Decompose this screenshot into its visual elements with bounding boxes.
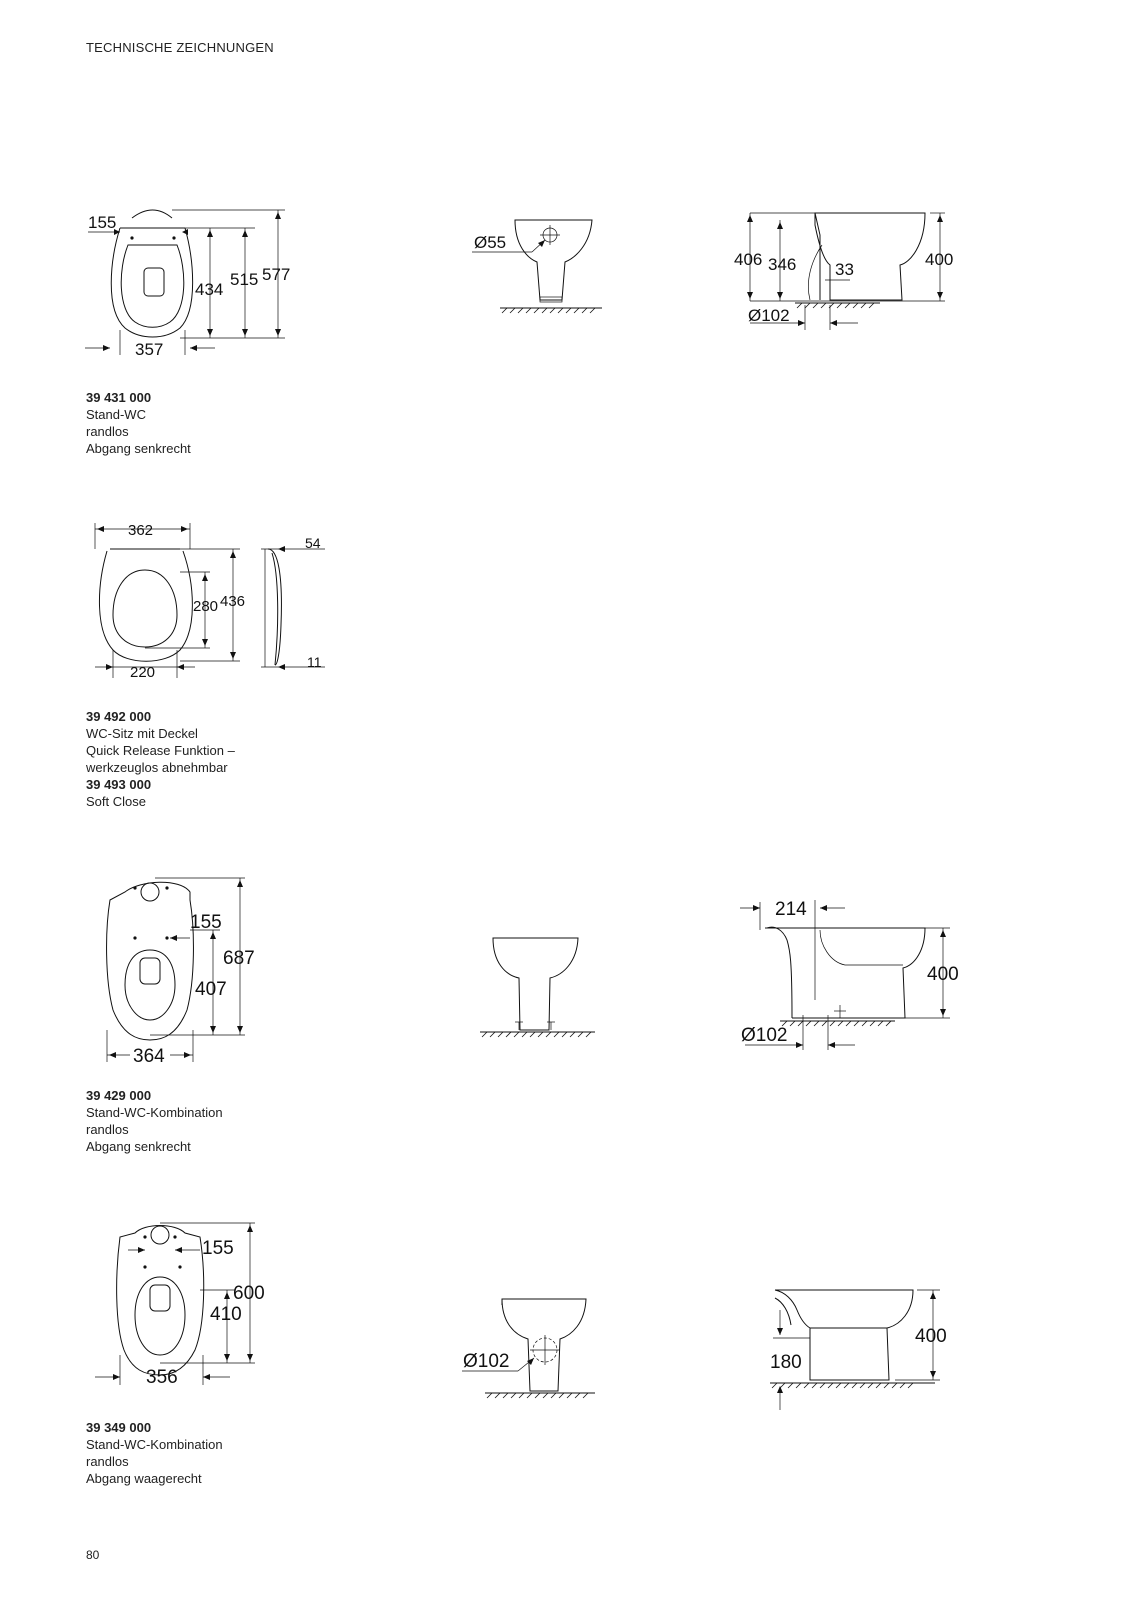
product-desc-2: randlos	[86, 1454, 129, 1469]
dim-d102: Ø102	[741, 1025, 788, 1046]
caption-product-2	[86, 708, 235, 810]
dim-180: 180	[770, 1352, 802, 1373]
drawing-top-view-wc-1	[80, 200, 310, 370]
drawing-side-view-wc-4	[735, 1280, 965, 1420]
product-desc-2: randlos	[86, 1122, 129, 1137]
drawing-top-view-seat	[85, 515, 335, 685]
dim-400: 400	[927, 964, 959, 985]
dim-d102: Ø102	[748, 306, 790, 325]
product-desc-3: Abgang waagerecht	[86, 1471, 202, 1486]
dim-280: 280	[193, 598, 219, 615]
drawing-side-view-wc-1	[730, 205, 970, 335]
product-desc-3: werkzeuglos abnehmbar	[86, 760, 228, 775]
product-desc-2: randlos	[86, 424, 129, 439]
dim-436: 436	[220, 593, 246, 610]
dim-406: 406	[734, 250, 763, 269]
product-desc-1: Stand-WC	[86, 407, 146, 422]
dim-155: 155	[190, 912, 222, 933]
page-header: TECHNISCHE ZEICHNUNGEN	[86, 40, 274, 55]
dim-33: 33	[835, 260, 854, 279]
product-desc-4: Soft Close	[86, 794, 146, 809]
dim-364: 364	[133, 1046, 165, 1067]
dim-54: 54	[305, 535, 321, 551]
product-code-2: 39 493 000	[86, 777, 152, 792]
product-desc-3: Abgang senkrecht	[86, 1139, 191, 1154]
drawing-front-view-wc-1	[470, 210, 610, 320]
product-code: 39 429 000	[86, 1088, 152, 1103]
drawing-top-view-wc-3	[95, 870, 285, 1070]
dim-434: 434	[195, 280, 224, 299]
drawing-top-view-wc-4	[90, 1215, 280, 1400]
dim-346: 346	[768, 255, 797, 274]
product-code: 39 349 000	[86, 1420, 152, 1435]
caption-product-1	[86, 389, 191, 457]
dim-155: 155	[88, 213, 117, 232]
dim-214: 214	[775, 899, 807, 920]
dim-400: 400	[915, 1326, 947, 1347]
dim-687: 687	[223, 948, 255, 969]
drawing-front-view-wc-3	[475, 930, 605, 1040]
drawing-side-view-wc-3	[735, 890, 975, 1060]
dim-155: 155	[202, 1238, 234, 1259]
dim-d55: Ø55	[474, 233, 507, 252]
dim-362: 362	[128, 522, 154, 539]
drawing-front-view-wc-4	[460, 1295, 610, 1410]
dim-407: 407	[195, 979, 227, 1000]
dim-356: 356	[146, 1367, 178, 1388]
caption-product-3	[86, 1087, 223, 1155]
product-desc-1: WC-Sitz mit Deckel	[86, 726, 198, 741]
dim-400: 400	[925, 250, 954, 269]
product-desc-2: Quick Release Funktion –	[86, 743, 235, 758]
product-desc-1: Stand-WC-Kombination	[86, 1105, 223, 1120]
product-code: 39 492 000	[86, 709, 152, 724]
product-desc-3: Abgang senkrecht	[86, 441, 191, 456]
dim-220: 220	[130, 664, 156, 681]
caption-product-4	[86, 1419, 223, 1487]
dim-515: 515	[230, 270, 259, 289]
dim-11: 11	[307, 654, 322, 670]
dim-600: 600	[233, 1283, 265, 1304]
dim-410: 410	[210, 1304, 242, 1325]
dim-357: 357	[135, 340, 164, 359]
product-desc-1: Stand-WC-Kombination	[86, 1437, 223, 1452]
dim-577: 577	[262, 265, 291, 284]
product-code: 39 431 000	[86, 390, 152, 405]
page-number: 80	[86, 1548, 100, 1562]
dim-d102: Ø102	[463, 1351, 510, 1372]
